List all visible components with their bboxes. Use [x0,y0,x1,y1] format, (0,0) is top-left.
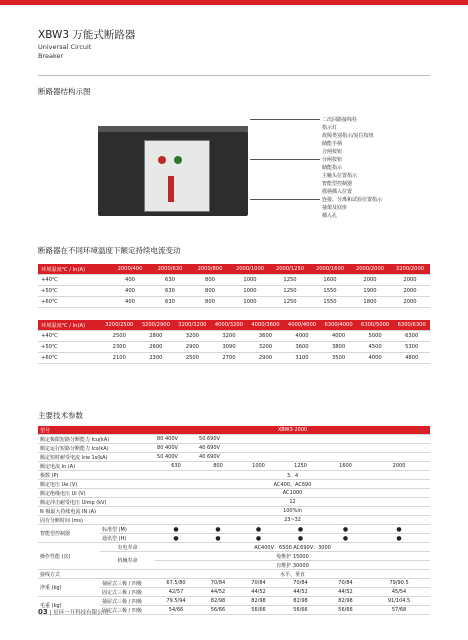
spec-sublabel: 抽屉式三极 / 四极 [100,579,155,588]
table-cell: 2100 [101,353,138,364]
table-header-cell: 3200/2500 [101,320,138,331]
table-cell: 1800 [350,297,390,308]
spec-cell: 3、4 [155,471,430,480]
spec-sublabel: 固定式三极 / 四极 [100,606,155,615]
spec-cell: AC1000 [155,489,430,498]
leader-line [250,119,320,120]
company-name: | 星环一开科技有限公司 [49,610,109,616]
table-header-cell: 3200/3200 [174,320,211,331]
table-row [38,275,430,286]
spec-cell: AC400、AC690 [155,480,430,489]
bullet-icon: ● [155,525,197,534]
temp-heading: 断路器在不同环境温度下额定持续电流变动 [38,246,181,255]
spec-cell: 56/66 [323,606,368,615]
table-header-row [38,320,430,331]
table-cell: 800 [190,297,230,308]
spec-cell: 80 400V [155,444,197,453]
callout-label: 智能型控制器 [322,181,353,187]
table-cell: 3600 [284,342,321,353]
spec-cell: 免维护 15000 [155,552,430,561]
table-row [38,353,430,364]
subtitle-line-2: Breaker [38,52,64,60]
spec-cell: AC400V：6500 AC690V：3000 [155,543,430,552]
table-header-cell: 4000/4000 [284,320,321,331]
breaker-front-panel [144,140,210,212]
spec-cell: 44/52 [278,588,323,597]
bullet-icon: ● [323,525,368,534]
table-cell: 2000 [390,275,430,286]
spec-cell: 70/84 [197,579,239,588]
table-cell: 1250 [270,275,310,286]
callout-label: 指示灯 [322,125,338,131]
table-cell: 400 [110,286,150,297]
table-header-cell: 2000/1600 [310,264,350,275]
spec-cell: 50 400V [155,453,197,462]
spec-cell: 54/66 [155,606,197,615]
bullet-icon: ● [323,534,368,543]
table-header-cell: 3200/2900 [138,320,175,331]
table-cell: 4800 [393,353,430,364]
table-cell: 2900 [174,342,211,353]
table-cell: 1550 [310,286,350,297]
bullet-icon: ● [368,534,430,543]
table-cell: 1250 [270,286,310,297]
table-cell: 400 [110,297,150,308]
table-cell: 6300 [393,331,430,342]
table-cell: 3200 [247,342,284,353]
table-cell: 1250 [270,297,310,308]
callout-label: 主触头位置指示 [322,173,358,179]
table-cell: +40℃ [38,331,101,342]
spec-cell: 56/66 [278,606,323,615]
spec-label: 额定极限短路分断能力 Icu(kA) [38,435,155,444]
table-cell: +40℃ [38,275,110,286]
spec-label: 智能型控制器 [38,525,100,543]
table-row [38,480,430,489]
spec-sublabel: 有电寿命 [100,543,155,552]
table-header-row [38,264,430,275]
table-header-cell: 4000/3200 [211,320,248,331]
open-button-shape [174,156,182,164]
table-header-cell: 4000/3600 [247,320,284,331]
spec-cell: 12 [155,498,430,507]
close-button-shape [158,156,166,164]
spec-model-header: 型号 [38,426,155,435]
spec-cell: 800 [197,462,239,471]
table-cell: 3090 [211,342,248,353]
spec-cell: 82/98 [323,597,368,606]
spec-cell: 67.5/80 [155,579,197,588]
table-header-cell: 环境温度℃ / In(A) [38,320,101,331]
callout-label: 抽架及底座 [322,205,348,211]
spec-cell: 40 690V [197,453,239,462]
table-cell: 2000 [390,297,430,308]
table-row [38,489,430,498]
spec-cell: 40 690V [197,444,239,453]
page-number: 03 [38,608,48,616]
subtitle-line-1: Universal Circuit [38,43,92,51]
spec-label: 毛重 (kg) [38,597,100,615]
table-cell: 800 [190,275,230,286]
table-cell: 4000 [357,353,394,364]
spec-label: 额定短时耐受电流 Icw 1s(kA) [38,453,155,462]
table-row [38,342,430,353]
table-row [38,331,430,342]
table-row [38,498,430,507]
spec-cell: 56/66 [239,606,278,615]
table-cell: 5300 [393,342,430,353]
table-row [38,516,430,525]
spec-sublabel: 固定式三极 / 四极 [100,588,155,597]
table-cell: +50℃ [38,342,101,353]
spec-sublabel: 通讯型 (H) [100,534,155,543]
table-cell: 5000 [357,331,394,342]
structure-heading: 断路器结构示图 [38,87,91,96]
divider [38,75,430,76]
spec-cell: 79.5/94 [155,597,197,606]
spec-cell: 1600 [323,462,368,471]
bullet-icon: ● [278,525,323,534]
callout-label: 合闸按钮 [322,149,343,155]
table-row [38,525,430,534]
page-subtitle [38,43,91,61]
derating-table-2 [38,320,430,364]
table-row [38,444,430,453]
spec-cell: 56/66 [197,606,239,615]
page-title: XBW3 万能式断路器 [38,29,136,41]
table-cell: 2800 [138,331,175,342]
spec-label: 极数 (P) [38,471,155,480]
spec-label: 额定绝缘电压 Ui (V) [38,489,155,498]
callout-label: 摇柄插入位置 [322,189,353,195]
breaker-image [88,126,260,222]
table-cell: 3100 [284,353,321,364]
table-header-cell: 6300/4000 [320,320,357,331]
table-cell: 800 [190,286,230,297]
callout-label: 连接、分离和试验位置指示 [322,197,383,203]
spec-heading: 主要技术参数 [38,411,83,420]
table-row [38,543,430,552]
table-row [38,570,430,579]
table-cell: 3200 [174,331,211,342]
spec-model-value: XBW3-2000 [155,426,430,435]
table-cell: 3500 [320,353,357,364]
table-cell: 2500 [174,353,211,364]
table-cell: 1550 [310,297,350,308]
spec-cell: 1000 [239,462,278,471]
spec-label: 额定运行短路分断能力 Ics(kA) [38,444,155,453]
callout-label: 故障类别指示/复位按钮 [322,133,374,139]
callout-label: 储能指示 [322,165,343,171]
table-header-cell: 2000/800 [190,264,230,275]
table-row [38,286,430,297]
spec-cell: 水平、垂直 [155,570,430,579]
spec-cell: 50 690V [197,435,239,444]
table-cell: +50℃ [38,286,110,297]
callout-label: 插入孔 [322,213,338,219]
table-row [38,471,430,480]
table-cell: 1000 [230,286,270,297]
spec-cell: 91/104.5 [368,597,430,606]
spec-cell: 79/90.5 [368,579,430,588]
top-accent-bar [0,0,468,5]
spec-cell: 57/68 [368,606,430,615]
table-cell: 3800 [320,342,357,353]
spec-cell: 2000 [368,462,430,471]
table-cell: 1000 [230,297,270,308]
bullet-icon: ● [368,525,430,534]
table-cell: 4000 [320,331,357,342]
table-header-cell: 2000/400 [110,264,150,275]
spec-cell: 70/84 [278,579,323,588]
table-cell: 400 [110,275,150,286]
spec-label: 净重 (kg) [38,579,100,597]
table-header-cell: 6300/5000 [357,320,394,331]
bullet-icon: ● [155,534,197,543]
charging-handle-shape [168,176,174,202]
table-header-cell: 6300/6300 [393,320,430,331]
table-cell: 2700 [211,353,248,364]
spec-cell: 44/52 [323,588,368,597]
spec-cell: 23~32 [155,516,430,525]
table-cell: 4500 [357,342,394,353]
spec-sublabel: 抽屉式三极 / 四极 [100,597,155,606]
page-footer [38,608,108,616]
table-header-cell: 2000/1250 [270,264,310,275]
table-header-cell: 2000/1000 [230,264,270,275]
leader-line [250,159,320,160]
table-row [38,435,430,444]
table-cell: 2300 [138,353,175,364]
bullet-icon: ● [197,525,239,534]
leader-line [250,199,320,200]
table-cell: 630 [150,275,190,286]
spec-label: 额定电压 Ue (V) [38,480,155,489]
table-row [38,453,430,462]
table-cell: 2000 [350,275,390,286]
table-row [38,297,430,308]
spec-cell: 82/98 [278,597,323,606]
spec-cell: 82/98 [239,597,278,606]
spec-cell: 70/84 [323,579,368,588]
spec-cell: 有维护 30000 [155,561,430,570]
spec-cell: 82/98 [197,597,239,606]
bullet-icon: ● [239,534,278,543]
spec-cell: 42/57 [155,588,197,597]
table-cell: 1900 [350,286,390,297]
spec-table [38,426,430,615]
table-row [38,507,430,516]
table-header-cell: 2000/2000 [350,264,390,275]
table-cell: 630 [150,286,190,297]
spec-cell: 80 400V [155,435,197,444]
spec-sublabel: 机械寿命 [100,552,155,570]
spec-cell: 70/84 [239,579,278,588]
table-row [38,579,430,588]
bullet-icon: ● [197,534,239,543]
spec-label: 额定冲击耐受电压 Uimp (kV) [38,498,155,507]
callout-label: 二次回路接线柱 [322,117,358,123]
table-header-cell: 2000/630 [150,264,190,275]
spec-cell: 100%In [155,507,430,516]
spec-label: N 极最大持续电流 IN (A) [38,507,155,516]
table-row [38,597,430,606]
bullet-icon: ● [278,534,323,543]
bullet-icon: ● [239,525,278,534]
spec-label: 接线方式 [38,570,155,579]
spec-sublabel: 标准型 (M) [100,525,155,534]
table-cell: 3200 [211,331,248,342]
table-row [38,462,430,471]
table-cell: +60℃ [38,297,110,308]
table-cell: 2500 [101,331,138,342]
table-cell: 4000 [284,331,321,342]
spec-label: 额定电流 In (A) [38,462,155,471]
table-header-row [38,426,430,435]
table-header-cell: 环境温度℃ / In(A) [38,264,110,275]
table-cell: 2300 [101,342,138,353]
table-cell: +60℃ [38,353,101,364]
table-cell: 630 [150,297,190,308]
table-cell: 2600 [138,342,175,353]
table-cell: 2900 [247,353,284,364]
table-cell: 3600 [247,331,284,342]
callout-label: 储能手柄 [322,141,343,147]
table-cell: 1600 [310,275,350,286]
spec-label: 操作性能 (次) [38,543,100,570]
spec-cell: 1250 [278,462,323,471]
spec-cell: 44/52 [239,588,278,597]
derating-table-1 [38,264,430,308]
spec-label: 固有分断时间 (ms) [38,516,155,525]
table-cell: 2000 [390,286,430,297]
callout-label: 分闸按钮 [322,157,343,163]
spec-cell: 45/54 [368,588,430,597]
table-header-cell: 3200/2000 [390,264,430,275]
spec-cell: 630 [155,462,197,471]
table-cell: 1000 [230,275,270,286]
spec-cell: 44/52 [197,588,239,597]
